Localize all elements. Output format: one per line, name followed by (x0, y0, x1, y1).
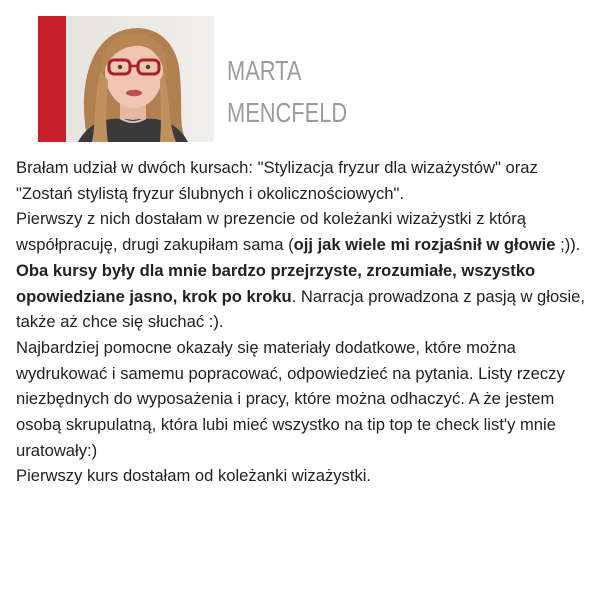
review-paragraph-1: Brałam udział w dwóch kursach: "Stylizacja fryzur dla wizażystów" oraz "Zostań stylistą fryzur ślubnych i okolicznościowych". (16, 158, 538, 203)
review-paragraph-3-end: . Narracja prowadzona z pasją w głosie, także aż chce się słuchać :). (16, 286, 586, 332)
review-text (16, 155, 588, 489)
review-paragraph-2-end: ;)). (555, 235, 581, 255)
reviewer-last-name: MENCFELD (227, 97, 348, 128)
review-paragraph-4: Najbardziej pomocne okazały się materiały dodatkowe, które można wydrukować i samemu popracować, odpowiedzieć na pytania. Listy rzeczy niezbędnych do wyposażenia i pracy, które można odhaczyć. A że jestem osobą skrupulatną, która lubi mieć wszystko na tip top te check list'y mnie uratowały:) (16, 337, 565, 460)
reviewer-header (38, 16, 578, 142)
reviewer-name (227, 50, 347, 134)
avatar (38, 16, 214, 142)
portrait-photo-icon (38, 16, 214, 142)
review-emphasis-1: ojj jak wiele mi rozjaśnił w głowie (293, 235, 556, 255)
review-emphasis-2: Oba kursy były dla mnie bardzo przejrzyste, zrozumiałe, wszystko opowiedziane jasno, krok po kroku (16, 260, 536, 306)
review-paragraph-5: Pierwszy kurs dostałam od koleżanki wizażystki. (16, 466, 372, 486)
reviewer-first-name: MARTA (227, 55, 302, 86)
review-paragraph-2: Pierwszy z nich dostałam w prezencie od koleżanki wizażystki z którą współpracuję, drugi zakupiłam sama ( (16, 209, 526, 255)
